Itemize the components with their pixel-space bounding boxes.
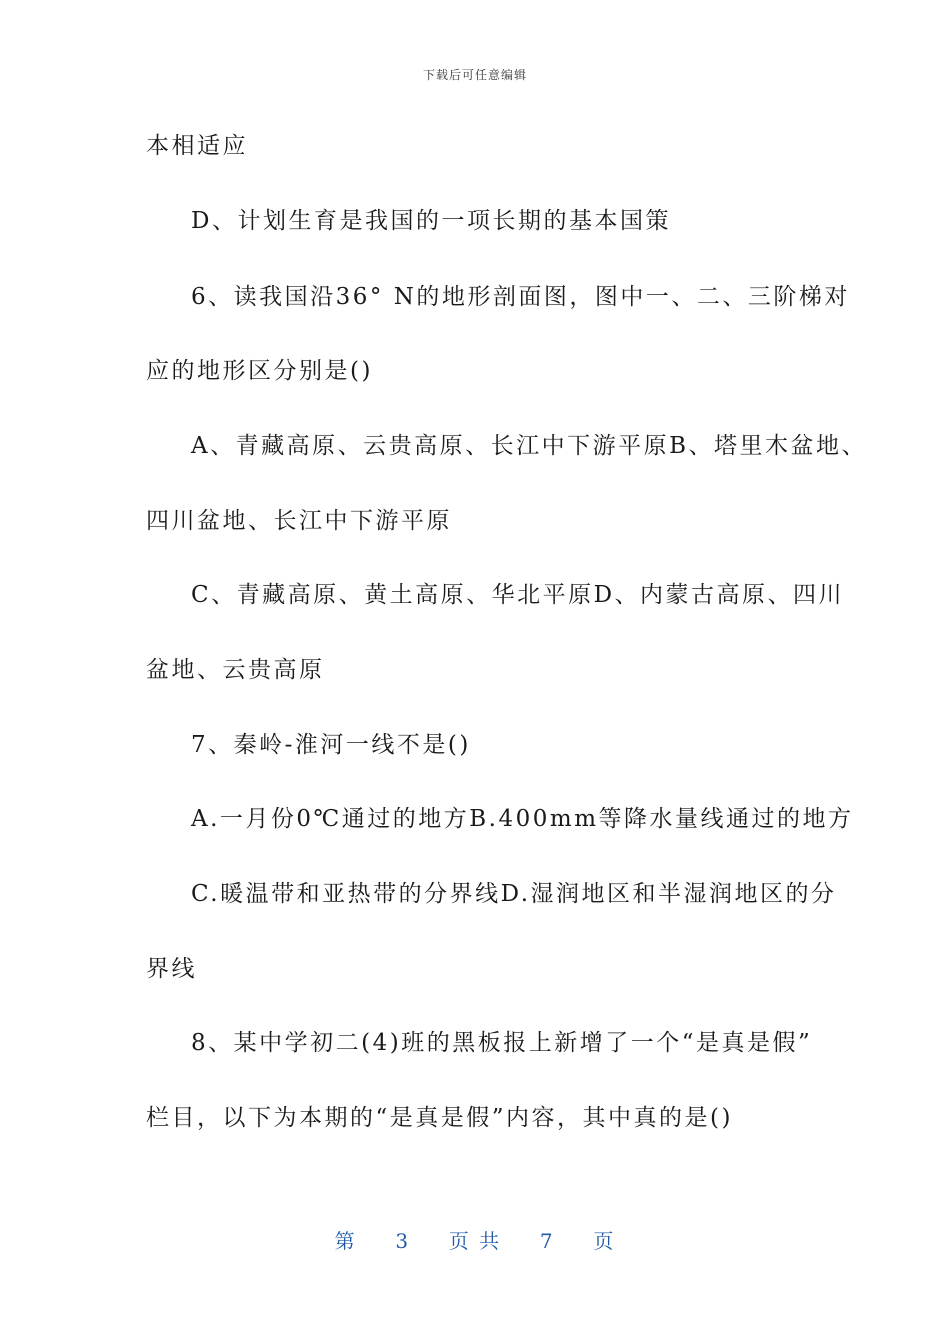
- text-line: A、青藏高原、云贵高原、长江中下游平原B、塔里木盆地、: [191, 433, 868, 459]
- page-footer: [0, 1225, 950, 1254]
- text-line: 栏目，以下为本期的“是真是假”内容，其中真的是(): [146, 1105, 733, 1131]
- text-line: 7、秦岭-淮河一线不是(): [191, 732, 471, 758]
- text-line: 6、读我国沿36° N的地形剖面图，图中一、二、三阶梯对: [191, 284, 850, 310]
- footer-label-suffix: 页: [593, 1229, 616, 1253]
- current-page-number: 3: [395, 1229, 411, 1253]
- text-line: 界线: [146, 956, 197, 982]
- text-line: 8、某中学初二(4)班的黑板报上新增了一个“是真是假”: [191, 1030, 813, 1056]
- footer-label-page: 第: [334, 1229, 357, 1253]
- total-pages-number: 7: [539, 1229, 555, 1253]
- text-line: 盆地、云贵高原: [146, 657, 325, 683]
- text-line: A.一月份0℃通过的地方B.400mm等降水量线通过的地方: [191, 806, 854, 832]
- footer-label-total: 页 共: [448, 1229, 502, 1253]
- text-line: D、计划生育是我国的一项长期的基本国策: [191, 208, 671, 234]
- text-line: C.暖温带和亚热带的分界线D.湿润地区和半湿润地区的分: [191, 881, 837, 907]
- text-line: 本相适应: [146, 133, 248, 159]
- text-line: 四川盆地、长江中下游平原: [146, 508, 452, 534]
- text-line: C、青藏高原、黄土高原、华北平原D、内蒙古高原、四川: [191, 582, 845, 608]
- text-line: 应的地形区分别是(): [146, 358, 373, 384]
- page-header: 下载后可任意编辑: [422, 68, 527, 82]
